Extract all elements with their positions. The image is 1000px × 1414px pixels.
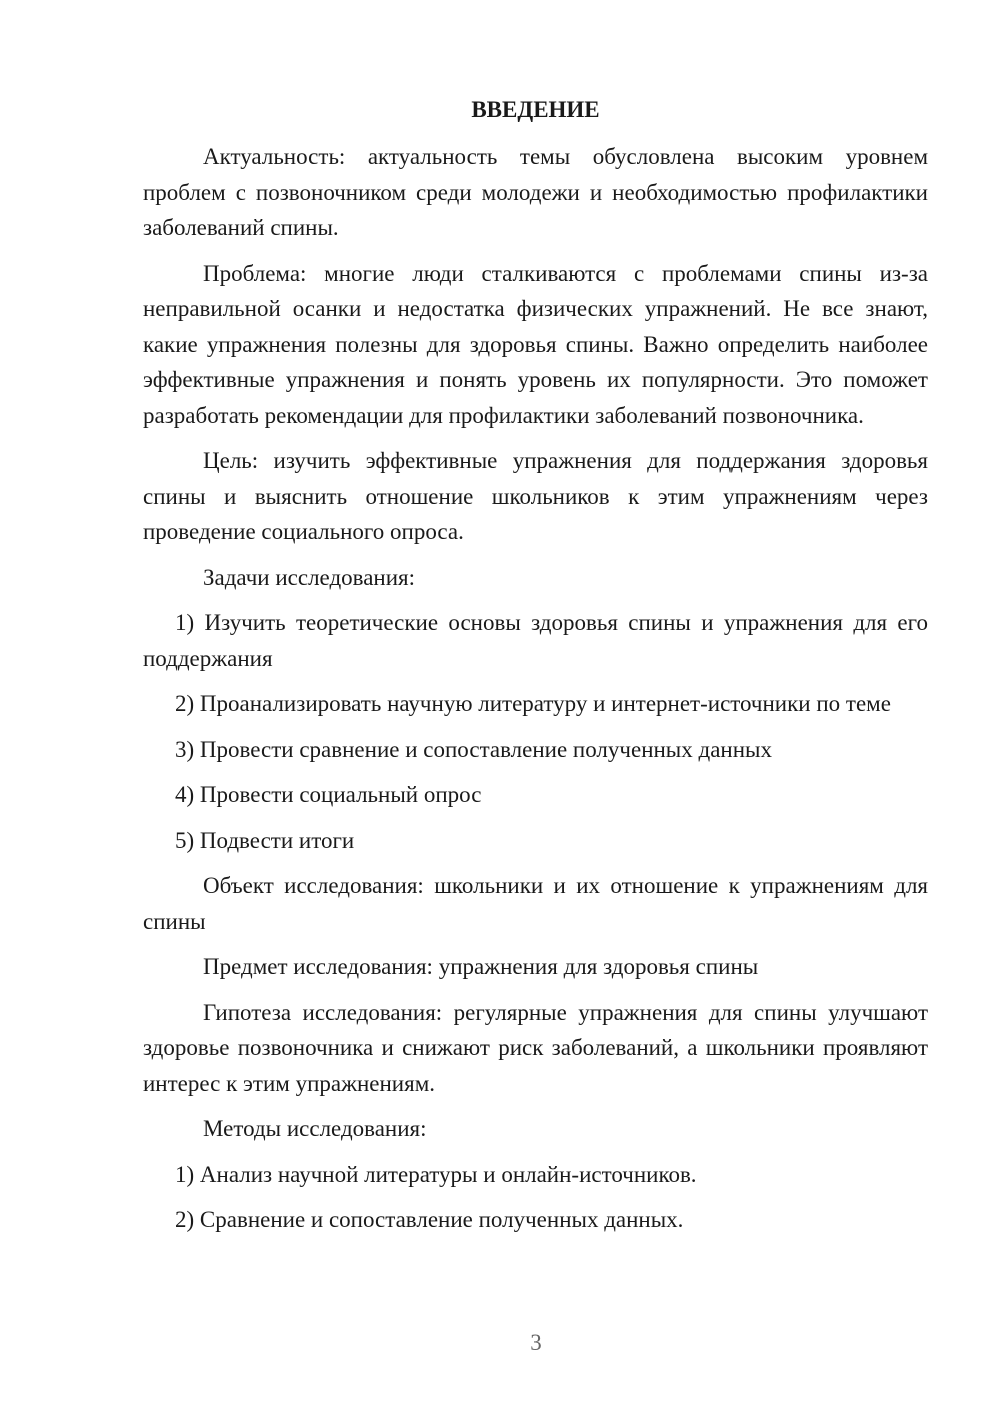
hypothesis-paragraph: Гипотеза исследования: регулярные упражнения для спины улучшают здоровье позвоночника и снижают риск заболеваний, а школьники проявляют интерес к этим упражнениям. [143, 999, 928, 1096]
task-item: 2) Проанализировать научную литературу и интернет-источники по теме [175, 691, 891, 716]
object-paragraph: Объект исследования: школьники и их отношение к упражнениям для спины [143, 873, 928, 934]
method-item: 2) Сравнение и сопоставление полученных данных. [175, 1207, 684, 1232]
methods-heading: Методы исследования: [203, 1116, 427, 1141]
relevance-paragraph: Актуальность: актуальность темы обусловлена высоким уровнем проблем с позвоночником среди молодежи и необходимостью профилактики заболеваний спины. [143, 144, 928, 240]
task-item: 5) Подвести итоги [175, 827, 355, 853]
task-item: 1) Изучить теоретические основы здоровья спины и упражнения для его поддержания [143, 610, 928, 671]
task-item: 3) Провести сравнение и сопоставление полученных данных [175, 736, 772, 762]
problem-paragraph: Проблема: многие люди сталкиваются с проблемами спины из-за неправильной осанки и недостатка физических упражнений. Не все знают, какие упражнения полезны для здоровья спины. Важно определить наиболее эффективные упражнения и понять уровень их популярности. Это поможет разработать рекомендации для профилактики заболеваний позвоночника. [143, 260, 928, 428]
tasks-heading: Задачи исследования: [203, 564, 416, 590]
method-item: 1) Анализ научной литературы и онлайн-источников. [175, 1161, 697, 1187]
page-number: 3 [530, 1330, 542, 1355]
task-item: 4) Провести социальный опрос [175, 782, 482, 807]
document-page [143, 92, 928, 1248]
subject-paragraph: Предмет исследования: упражнения для здоровья спины [203, 954, 759, 979]
goal-paragraph: Цель: изучить эффективные упражнения для поддержания здоровья спины и выяснить отношение школьников к этим упражнениям через проведение социального опроса. [143, 448, 928, 544]
section-title: ВВЕДЕНИЕ [471, 97, 600, 122]
